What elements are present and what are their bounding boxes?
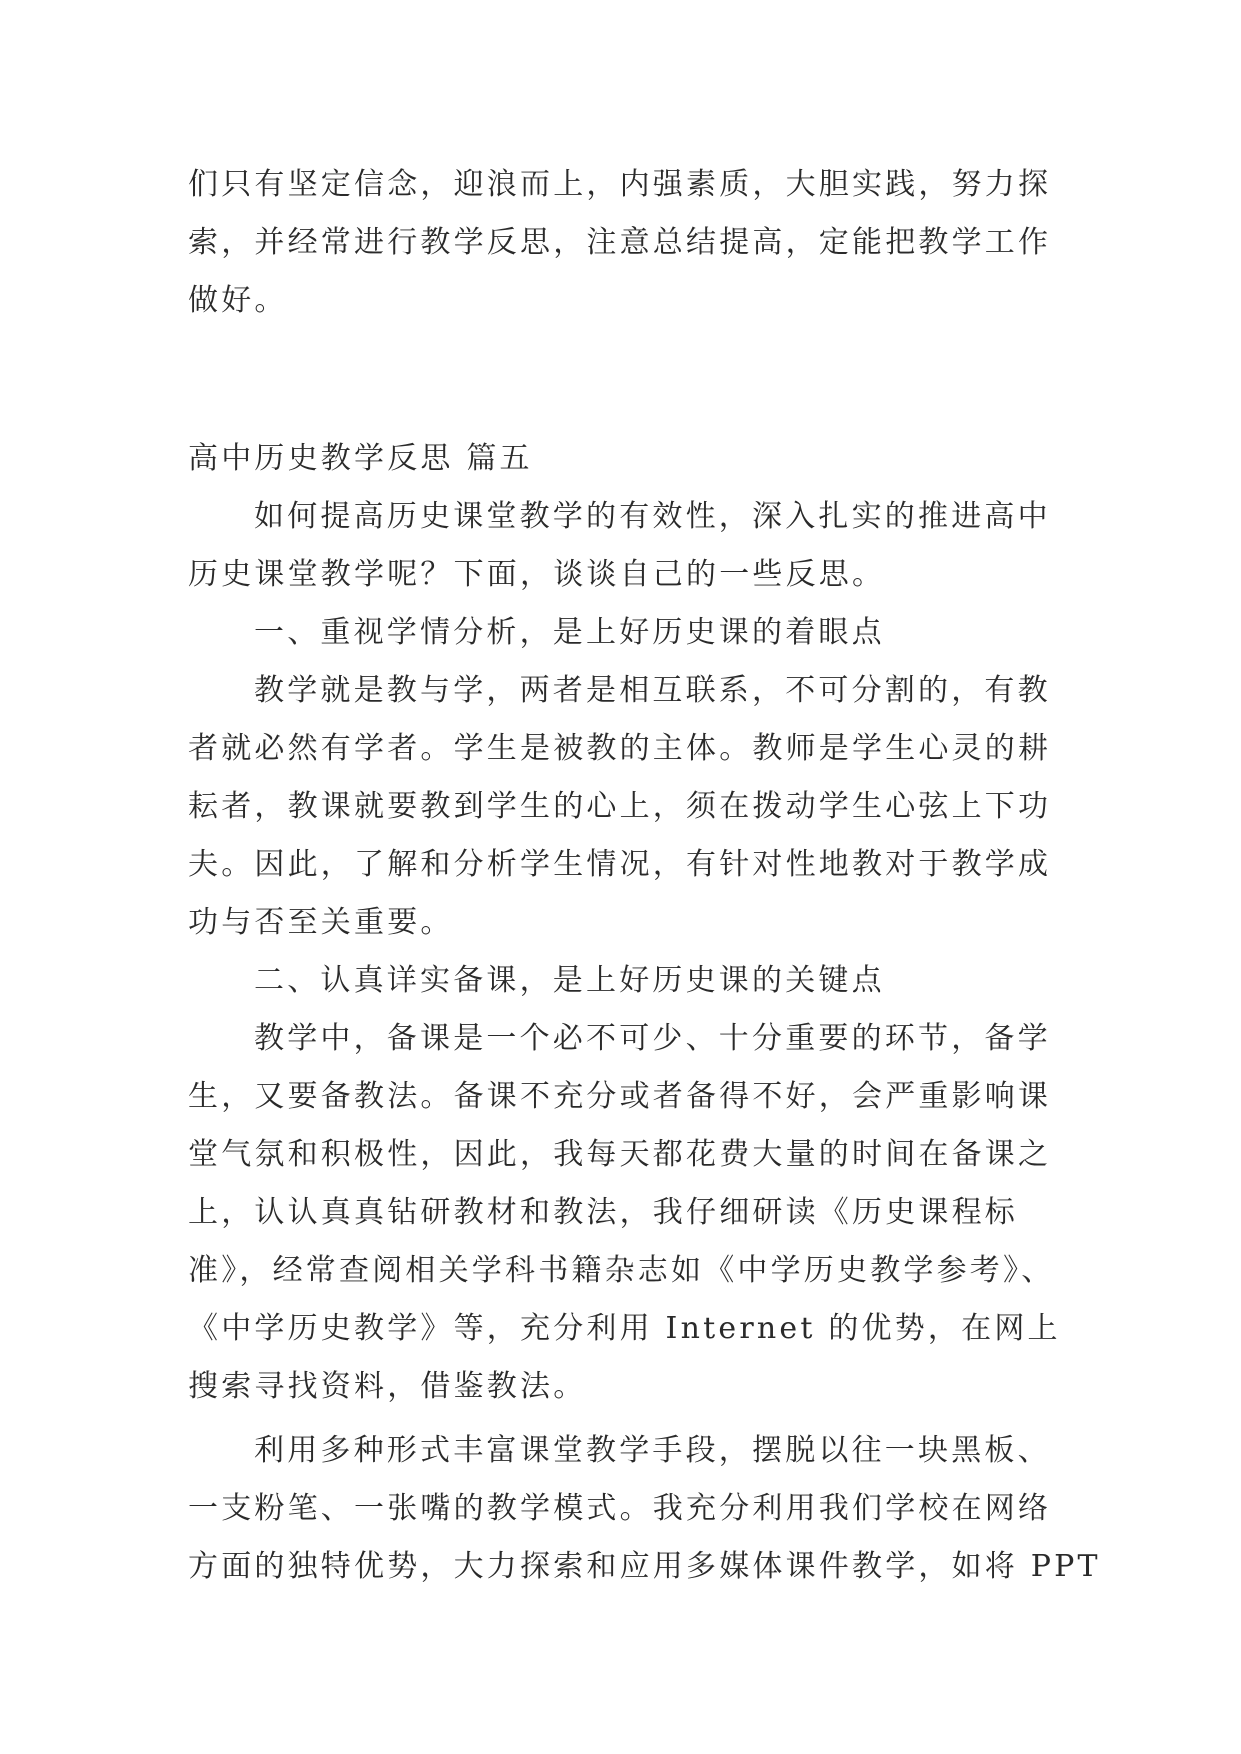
text-line: 生，又要备教法。备课不充分或者备得不好，会严重影响课 bbox=[188, 1079, 1052, 1114]
text-line: 教学中，备课是一个必不可少、十分重要的环节，备学 bbox=[254, 1021, 1051, 1056]
subheading-text: 一、重视学情分析，是上好历史课的着眼点 bbox=[254, 615, 885, 650]
text-line: 利用多种形式丰富课堂教学手段，摆脱以往一块黑板、 bbox=[254, 1433, 1051, 1468]
text-line: 一支粉笔、一张嘴的教学模式。我充分利用我们学校在网络 bbox=[188, 1491, 1052, 1526]
paragraph bbox=[188, 1010, 1061, 1416]
text-line: 堂气氛和积极性，因此，我每天都花费大量的时间在备课之 bbox=[188, 1137, 1052, 1172]
paragraph bbox=[188, 1422, 1101, 1596]
document-body bbox=[188, 156, 1101, 1596]
section-gap bbox=[188, 330, 1056, 430]
text-line: 准》，经常查阅相关学科书籍杂志如《中学历史教学参考》、 bbox=[188, 1253, 1055, 1288]
text-line: 教学就是教与学，两者是相互联系，不可分割的，有教 bbox=[254, 673, 1051, 708]
text-line: 方面的独特优势，大力探索和应用多媒体课件教学，如将 PPT bbox=[188, 1549, 1101, 1584]
subheading bbox=[188, 604, 1056, 662]
text-line: 功与否至关重要。 bbox=[188, 905, 454, 940]
text-line: 《中学历史教学》等，充分利用 Internet 的优势，在网上 bbox=[188, 1311, 1061, 1346]
text-line: 搜索寻找资料，借鉴教法。 bbox=[188, 1369, 587, 1404]
text-line: 历史课堂教学呢？下面，谈谈自己的一些反思。 bbox=[188, 557, 886, 592]
text-line: 耘者，教课就要教到学生的心上，须在拨动学生心弦上下功 bbox=[188, 789, 1052, 824]
text-line: 者就必然有学者。学生是被教的主体。教师是学生心灵的耕 bbox=[188, 731, 1052, 766]
text-line: 夫。因此，了解和分析学生情况，有针对性地教对于教学成 bbox=[188, 847, 1052, 882]
text-line: 索，并经常进行教学反思，注意总结提高，定能把教学工作 bbox=[188, 225, 1052, 260]
text-line: 如何提高历史课堂教学的有效性，深入扎实的推进高中 bbox=[254, 499, 1051, 534]
section-title: 高中历史教学反思 篇五 bbox=[188, 441, 533, 476]
paragraph bbox=[188, 662, 1056, 952]
text-line: 上，认认真真钻研教材和教法，我仔细研读《历史课程标 bbox=[188, 1195, 1018, 1230]
subheading bbox=[188, 952, 1056, 1010]
subheading-text: 二、认真详实备课，是上好历史课的关键点 bbox=[254, 963, 885, 998]
text-line: 做好。 bbox=[188, 283, 288, 318]
text-line: 们只有坚定信念，迎浪而上，内强素质，大胆实践，努力探 bbox=[188, 167, 1052, 202]
paragraph bbox=[188, 488, 1056, 604]
intro-paragraph bbox=[188, 156, 1056, 330]
